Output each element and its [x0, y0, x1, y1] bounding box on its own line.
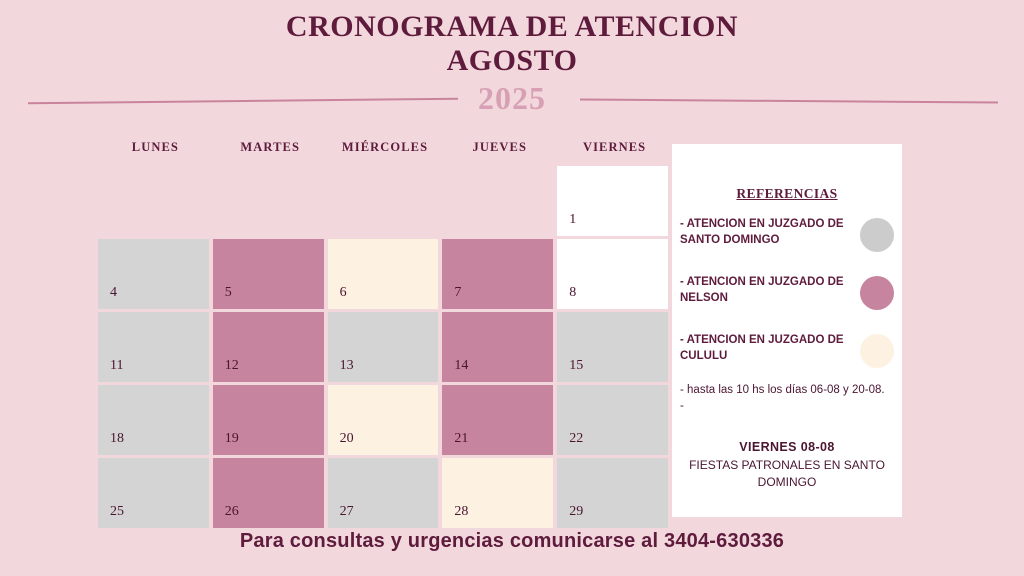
day-number: 4	[110, 285, 117, 300]
calendar-cell	[328, 385, 439, 455]
reference-item-nelson	[676, 274, 902, 318]
calendar-week-row	[98, 239, 672, 309]
day-number: 12	[224, 358, 239, 373]
calendar-cell	[98, 239, 209, 309]
day-number: 13	[339, 358, 354, 373]
calendar-cell	[213, 166, 324, 236]
calendar-cell	[442, 458, 553, 528]
day-number: 6	[339, 285, 347, 300]
calendar-cell	[213, 312, 324, 382]
calendar-cell	[98, 312, 209, 382]
reference-label: - ATENCION EN JUZGADO DE SANTO DOMINGO	[680, 218, 844, 246]
day-number: 25	[110, 504, 124, 519]
day-header-lunes: LUNES	[131, 140, 179, 154]
reference-label: - ATENCION EN JUZGADO DE NELSON	[680, 276, 844, 304]
calendar-cell	[328, 458, 439, 528]
calendar-cell	[557, 312, 668, 382]
day-number: 21	[454, 431, 469, 446]
page-title-line1: CRONOGRAMA DE ATENCION	[285, 10, 739, 43]
calendar-cell	[557, 166, 668, 236]
calendar-cell	[328, 312, 439, 382]
color-swatch-cream-icon	[860, 334, 894, 368]
day-header-martes: MARTES	[240, 140, 301, 154]
color-swatch-pink-icon	[860, 276, 894, 310]
calendar-cell	[98, 458, 209, 528]
day-header-jueves: JUEVES	[472, 140, 528, 154]
day-number: 20	[339, 431, 354, 446]
holiday-description: FIESTAS PATRONALES EN SANTO DOMINGO	[689, 458, 885, 489]
references-title: REFERENCIAS	[736, 186, 838, 201]
day-number: 7	[454, 285, 462, 300]
calendar-cell	[557, 239, 668, 309]
calendar-cell	[328, 166, 439, 236]
calendar-cell	[98, 385, 209, 455]
calendar-cell	[213, 458, 324, 528]
day-number: 11	[110, 358, 124, 373]
calendar-grid	[98, 140, 672, 531]
day-number: 19	[224, 431, 239, 446]
calendar-week-row	[98, 312, 672, 382]
page-year: 2025	[478, 80, 546, 116]
calendar-cell	[442, 312, 553, 382]
day-number: 26	[224, 504, 239, 519]
reference-label: - ATENCION EN JUZGADO DE CULULU	[680, 334, 844, 362]
calendar-cell	[213, 239, 324, 309]
calendar-cell	[98, 166, 209, 236]
day-number: 27	[339, 504, 354, 519]
calendar-week-row	[98, 385, 672, 455]
day-number: 15	[569, 358, 584, 373]
calendar-cell	[213, 385, 324, 455]
day-number: 1	[569, 212, 577, 227]
day-number: 5	[224, 285, 232, 300]
day-header-viernes: VIERNES	[582, 140, 647, 154]
calendar-day-headers	[98, 140, 672, 166]
calendar-cell	[557, 458, 668, 528]
holiday-notice	[672, 440, 902, 491]
day-header-miercoles: MIÉRCOLES	[341, 140, 429, 154]
calendar-week-row	[98, 166, 672, 236]
calendar-cell	[442, 166, 553, 236]
day-number: 28	[454, 504, 469, 519]
reference-item-cululu	[676, 332, 902, 376]
day-number: 14	[454, 358, 469, 373]
page-title-line2: AGOSTO	[446, 44, 578, 77]
reference-note: - hasta las 10 hs los días 06-08 y 20-08. -	[680, 384, 885, 412]
footer-contact: Para consultas y urgencias comunicarse al 3404-630336	[239, 530, 785, 552]
calendar-cell	[442, 239, 553, 309]
holiday-date: VIERNES 08-08	[739, 440, 835, 454]
calendar-cell	[328, 239, 439, 309]
day-number: 18	[110, 431, 124, 446]
day-number: 8	[569, 285, 577, 300]
reference-item-santo-domingo	[676, 216, 902, 260]
day-number: 22	[569, 431, 584, 446]
calendar-cell	[442, 385, 553, 455]
color-swatch-gray-icon	[860, 218, 894, 252]
references-panel	[672, 144, 902, 517]
calendar-cell	[557, 385, 668, 455]
calendar-week-row	[98, 458, 672, 528]
day-number: 29	[569, 504, 584, 519]
